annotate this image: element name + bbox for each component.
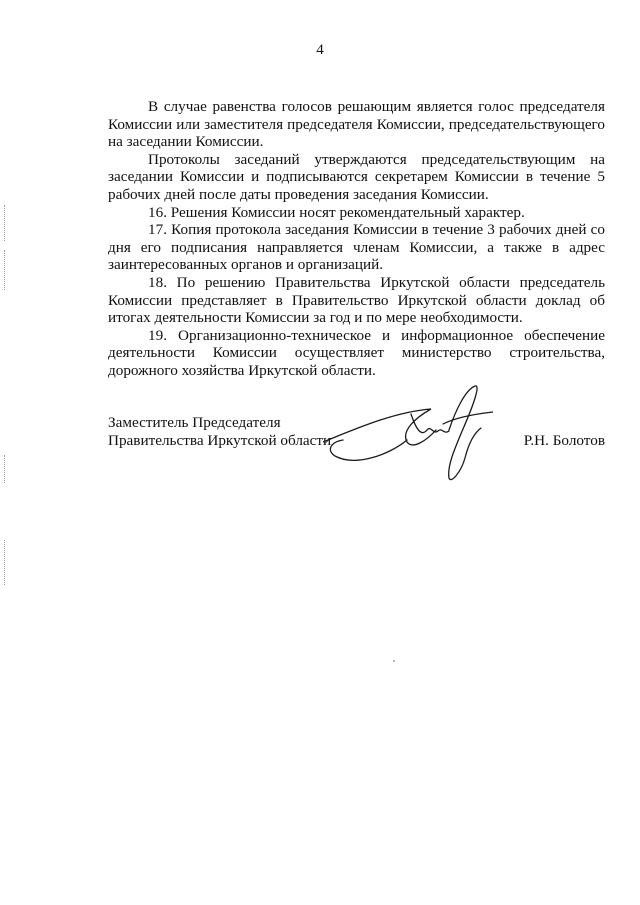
paragraph-tie-vote: В случае равенства голосов решающим является голос председателя Комиссии или заместителя председателя Комиссии, председательствующего на заседании Комиссии.: [108, 98, 605, 151]
paragraph-16: 16. Решения Комиссии носят рекомендательный характер.: [148, 203, 525, 221]
paragraph-protocols: Протоколы заседаний утверждаются председательствующим на заседании Комиссии и подписываются секретарем Комиссии в течение 5 рабочих дней после даты проведения заседания Комиссии.: [108, 150, 605, 203]
handwritten-signature-icon: [323, 384, 493, 484]
paragraph-17: 17. Копия протокола заседания Комиссии в течение 3 рабочих дней со дня его подписания направляется членам Комиссии, а также в адрес заинтересованных органов и организаций.: [108, 221, 605, 274]
scan-margin-mark: [4, 455, 6, 483]
signer-name: Р.Н. Болотов: [523, 432, 605, 449]
scan-margin-mark: [4, 205, 6, 241]
paragraph-18: 18. По решению Правительства Иркутской области председатель Комиссии представляет в Правительство Иркутской области доклад об итогах деятельности Комиссии за год и по мере необходимости.: [108, 273, 605, 327]
scan-margin-mark: [4, 540, 6, 585]
paragraph-19: 19. Организационно-техническое и информационное обеспечение деятельности Комиссии осуществляет министерство строительства, дорожного хозяйства Иркутской области.: [108, 326, 605, 379]
signer-title-line-1: Заместитель Председателя: [108, 414, 281, 431]
scan-margin-mark: [4, 250, 6, 290]
page-number: 4: [316, 42, 324, 58]
signer-title-line-2: Правительства Иркутской области: [108, 432, 332, 449]
scan-artifact: [393, 660, 395, 662]
document-body: [108, 98, 605, 380]
signature-block: [108, 414, 605, 494]
